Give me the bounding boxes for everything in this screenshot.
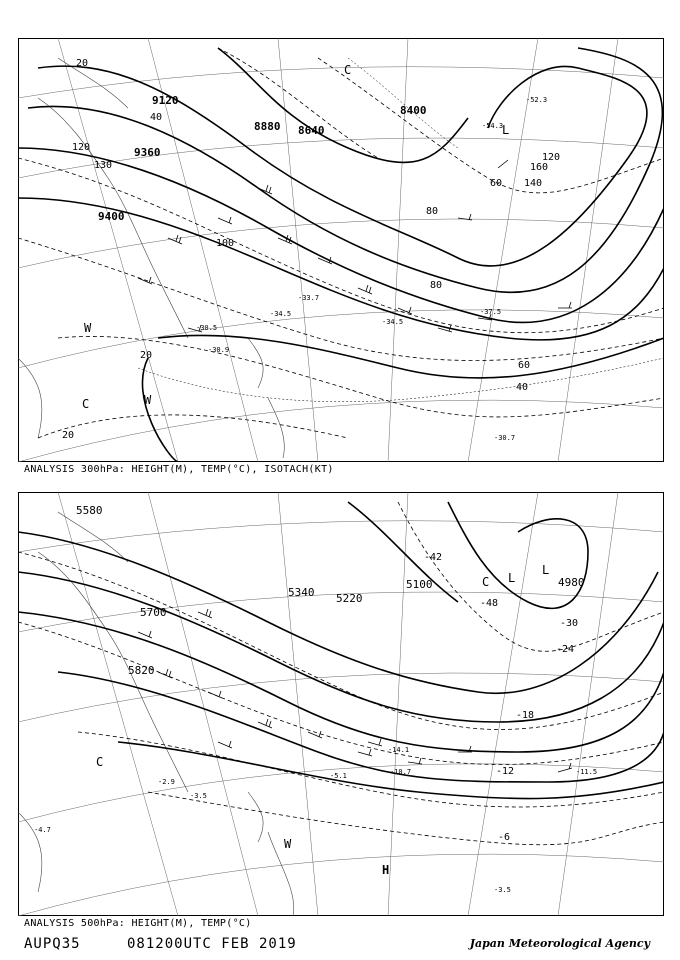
height-label: 5700 — [140, 606, 167, 619]
station-temp: -34.5 — [270, 310, 292, 318]
height-label: 5580 — [76, 504, 103, 517]
cold-center: C — [96, 755, 104, 769]
station-temp: -2.9 — [158, 778, 175, 786]
low-center: L — [542, 563, 550, 577]
height-label: 8400 — [400, 104, 427, 117]
isotach-label: 80 — [426, 206, 439, 217]
height-label: 9120 — [152, 94, 179, 107]
isotach-label: 130 — [94, 160, 113, 171]
isotach-label: 100 — [216, 238, 235, 249]
height-label: 5820 — [128, 664, 155, 677]
station-temp: -5.1 — [330, 772, 347, 780]
isotherm-label: -24 — [556, 644, 575, 655]
isotach-label: 140 — [524, 178, 543, 189]
isotherm-label: -48 — [480, 598, 499, 609]
station-temp: -54.3 — [482, 122, 504, 130]
caption-500hpa: ANALYSIS 500hPa: HEIGHT(M), TEMP(°C) — [24, 918, 252, 929]
isotherm-label: -18 — [516, 710, 535, 721]
isotherm-label: -30 — [560, 618, 579, 629]
station-temp: -30.5 — [196, 324, 218, 332]
station-temp: -34.5 — [382, 318, 404, 326]
map-500hpa-canvas — [18, 492, 664, 916]
isotach-label: 40 — [516, 382, 529, 393]
agency-name: Japan Meteorological Agency — [469, 937, 650, 950]
map-500hpa — [18, 492, 664, 916]
station-temp: -11.5 — [576, 768, 598, 776]
isotach-label: 80 — [430, 280, 443, 291]
height-label: 5340 — [288, 586, 315, 599]
station-temp: -33.7 — [298, 294, 320, 302]
station-temp: -10.7 — [390, 768, 412, 776]
isotach-label: 120 — [72, 142, 91, 153]
station-temp: -14.1 — [388, 746, 410, 754]
isotherm-label: -12 — [496, 766, 515, 777]
low-center: L — [508, 571, 516, 585]
station-temp: -3.5 — [190, 792, 207, 800]
caption-300hpa: ANALYSIS 300hPa: HEIGHT(M), TEMP(°C), ISOTACH(KT) — [24, 464, 334, 475]
isotach-label: 20 — [62, 430, 75, 441]
isotach-label: 60 — [490, 178, 503, 189]
isotach-label: 60 — [518, 360, 531, 371]
height-label: 4980 — [558, 576, 585, 589]
height-label: 8880 — [254, 120, 281, 133]
product-code: AUPQ35 — [24, 936, 81, 952]
height-label: 8640 — [298, 124, 325, 137]
warm-center: W — [284, 837, 292, 851]
height-label: 9400 — [98, 210, 125, 223]
cold-center: C — [344, 63, 352, 77]
height-label: 9360 — [134, 146, 161, 159]
cold-center: C — [82, 397, 90, 411]
height-label: 5220 — [336, 592, 363, 605]
map-300hpa — [18, 38, 664, 462]
isotach-label: 40 — [150, 112, 163, 123]
station-temp: -37.5 — [480, 308, 502, 316]
warm-center: W — [144, 393, 152, 407]
cold-center: C — [482, 575, 490, 589]
isotach-label: 160 — [530, 162, 549, 173]
isotherm-label: -6 — [498, 832, 511, 843]
warm-center: W — [84, 321, 92, 335]
isotherm-label: -42 — [424, 552, 443, 563]
isotach-label: 20 — [140, 350, 153, 361]
high-center: H — [382, 863, 390, 877]
isotach-label: 20 — [76, 58, 89, 69]
map-300hpa-canvas — [18, 38, 664, 462]
valid-time: 081200UTC FEB 2019 — [127, 936, 297, 952]
isotach-label: 120 — [542, 152, 561, 163]
low-center: L — [502, 123, 510, 137]
station-temp: -4.7 — [34, 826, 51, 834]
station-temp: -3.5 — [494, 886, 511, 894]
station-temp: -30.9 — [208, 346, 230, 354]
height-label: 5100 — [406, 578, 433, 591]
station-temp: -30.7 — [494, 434, 516, 442]
station-temp: -52.3 — [526, 96, 548, 104]
